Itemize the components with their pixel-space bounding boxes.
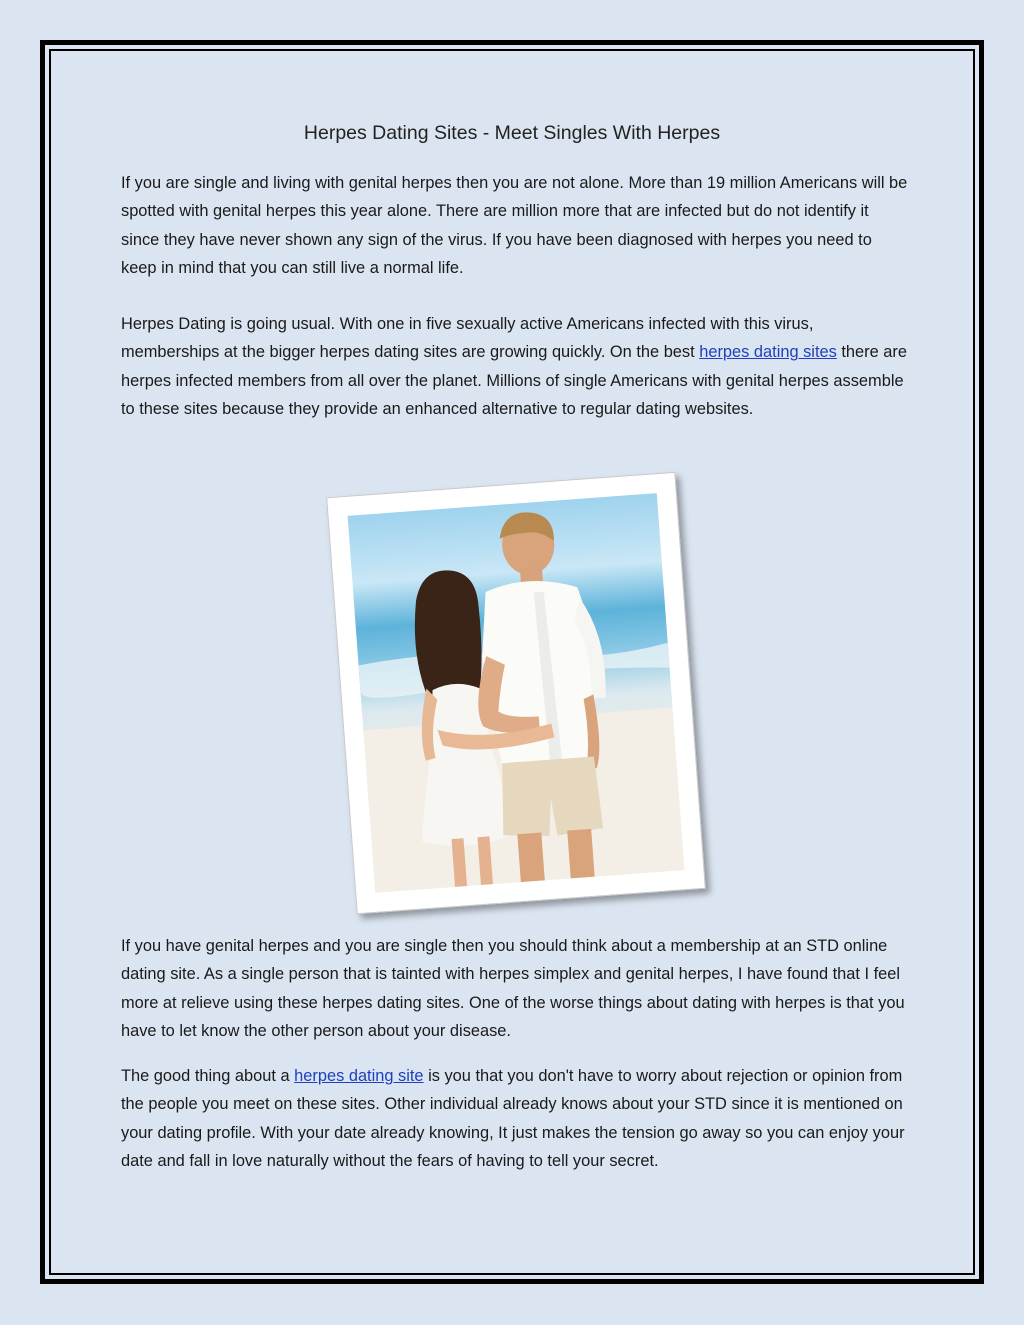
page-title: Herpes Dating Sites - Meet Singles With Herpes: [303, 122, 721, 144]
paragraph-good-thing: [121, 1062, 911, 1175]
paragraph-text: is you that you don't have to worry about rejection or opinion from the people you meet on these sites. Other individual already knows about your STD since it is mentioned on your dating profile. With your date already knowing, It just makes the tension go away so you can enjoy your date and fall in love naturally without the fears of having to tell your secret.: [121, 1067, 905, 1170]
couple-illustration: [348, 493, 685, 893]
couple-beach-photo: [348, 493, 685, 893]
paragraph-text: there are herpes infected members from all over the planet. Millions of single Americans with genital herpes assemble to these sites because they provide an enhanced alternative to regular dating websites.: [121, 343, 907, 418]
paragraph-herpes-dating: [121, 310, 911, 423]
paragraph-text: Herpes Dating is going usual. With one in five sexually active Americans infected with this virus, memberships at the bigger herpes dating sites are growing quickly. On the best: [121, 315, 814, 362]
herpes-dating-sites-link[interactable]: herpes dating sites: [699, 343, 837, 362]
couple-photo-frame: [326, 472, 706, 915]
paragraph-text: The good thing about a: [121, 1067, 295, 1085]
herpes-dating-site-link[interactable]: herpes dating site: [294, 1067, 424, 1085]
paragraph-intro: If you are single and living with genital herpes then you are not alone. More than 19 million Americans will be spotted with genital herpes this year alone. There are million more that are infected but do not identify it since they have never shown any sign of the virus. If you have been diagnosed with herpes you need to keep in mind that you can still live a normal life.: [121, 174, 908, 277]
paragraph-membership: If you have genital herpes and you are single then you should think about a membership at an STD online dating site. As a single person that is tainted with herpes simplex and genital herpes, I have found that I feel more at relieve using these herpes dating sites. One of the worse things about dating with herpes is that you have to let know the other person about your disease.: [121, 937, 905, 1040]
